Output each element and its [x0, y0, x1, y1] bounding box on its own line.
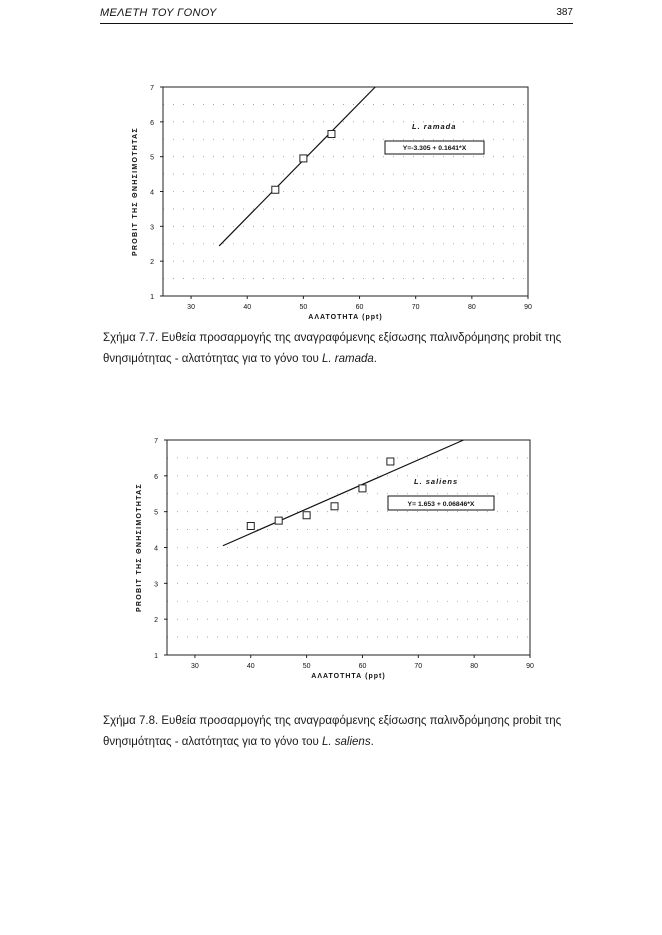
grid: [167, 458, 530, 637]
y-tick-label: 4: [154, 545, 158, 553]
data-point: [303, 512, 310, 519]
y-tick-label: 5: [154, 509, 158, 517]
y-axis-label: PROBIT ΤΗΣ ΘΝΗΣΙΜΟΤΗΤΑΣ: [132, 126, 139, 257]
y-tick-label: 5: [150, 154, 154, 162]
x-tick-label: 60: [355, 304, 364, 311]
x-tick-label: 70: [414, 663, 423, 670]
y-tick-label: 1: [150, 294, 154, 301]
caption-species: L. ramada: [322, 353, 374, 365]
x-tick-label: 30: [187, 304, 195, 311]
caption-text: Σχήμα 7.8. Ευθεία προσαρμογής της αναγραφόμενης εξίσωσης παλινδρόμησης probit της θνησιμότητας - αλατότητας για το γόνο του: [103, 715, 562, 748]
x-tick-label: 90: [526, 663, 534, 670]
x-tick-label: 80: [467, 304, 476, 311]
x-axis-label: ΑΛΑΤΟΤΗΤΑ (ppt): [308, 314, 383, 321]
figure-caption-7-8: [103, 711, 603, 753]
x-tick-label: 80: [470, 663, 479, 670]
caption-text: Σχήμα 7.7. Ευθεία προσαρμογής της αναγραφόμενης εξίσωσης παλινδρόμησης probit της θνησιμότητας - αλατότητας για το γόνο του: [103, 332, 562, 365]
x-tick-label: 60: [358, 663, 367, 670]
data-point: [387, 458, 394, 465]
data-point: [331, 503, 338, 510]
series-title: L. ramada: [412, 122, 457, 131]
x-axis-label: ΑΛΑΤΟΤΗΤΑ (ppt): [311, 673, 386, 680]
data-point: [275, 517, 282, 524]
x-tick-label: 30: [191, 663, 199, 670]
y-tick-label: 2: [150, 259, 154, 267]
caption-suffix: .: [370, 736, 374, 748]
y-tick-label: 6: [154, 473, 158, 481]
page-number: 387: [556, 7, 573, 18]
equation-text: Y= 1.653 + 0.06846*X: [407, 501, 475, 508]
header-title: ΜΕΛΕΤΗ ΤΟΥ ΓΟΝΟΥ: [100, 7, 217, 19]
x-tick-label: 70: [411, 304, 420, 311]
y-tick-label: 7: [154, 438, 158, 445]
y-tick-label: 4: [150, 189, 154, 197]
x-tick-label: 40: [246, 663, 255, 670]
caption-suffix: .: [373, 353, 377, 365]
plot-frame: [167, 440, 530, 655]
series-title: L. saliens: [414, 477, 459, 486]
y-axis-label: PROBIT ΤΗΣ ΘΝΗΣΙΜΟΤΗΤΑΣ: [136, 482, 143, 613]
y-tick-label: 3: [150, 224, 154, 232]
caption-species: L. saliens: [322, 736, 371, 748]
x-tick-label: 90: [524, 304, 532, 311]
x-tick-label: 40: [243, 304, 252, 311]
equation-text: Y=-3.305 + 0.1641*X: [402, 145, 467, 152]
figure-caption-7-7: [103, 328, 603, 370]
y-tick-label: 6: [150, 119, 154, 127]
data-point: [247, 523, 254, 530]
y-tick-label: 7: [150, 85, 154, 92]
x-tick-label: 50: [299, 304, 308, 311]
y-tick-label: 1: [154, 653, 158, 660]
y-tick-label: 2: [154, 617, 158, 625]
y-tick-label: 3: [154, 581, 158, 589]
data-point: [359, 485, 366, 492]
x-tick-label: 50: [302, 663, 311, 670]
